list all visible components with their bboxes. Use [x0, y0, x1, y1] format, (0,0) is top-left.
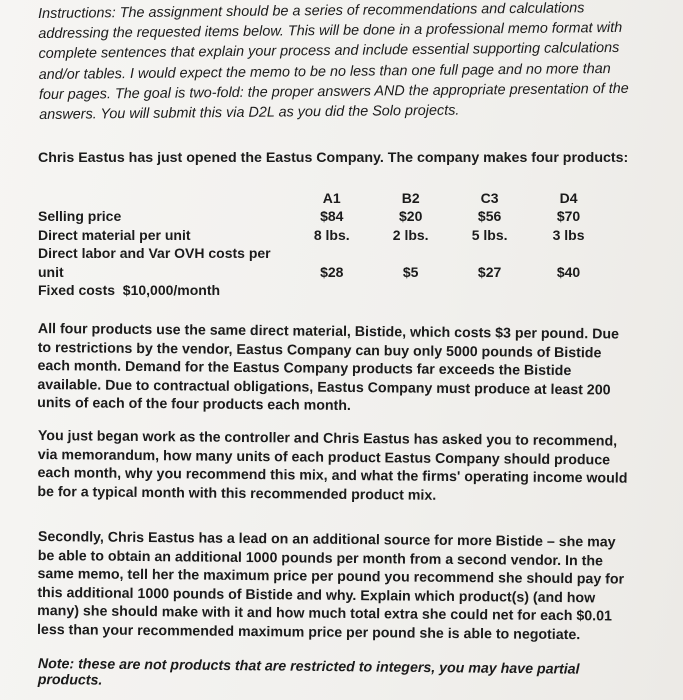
table-cell: $5: [402, 263, 419, 280]
table-cell: 3 lbs: [552, 226, 585, 243]
paragraph-text: price per pound you recommend she should pay for this additional 1000 pounds of Bistide and why. Explain which product(s) (and how many) she should make with it and how much total extra she could net for each $0.01 less than your recommended maximum price per pound she is able to negotiate.: [36, 568, 625, 643]
table-cell: $28: [320, 263, 344, 280]
direct-material-row: [38, 226, 608, 245]
table-cell: 8 lbs.: [313, 226, 350, 243]
table-cell: $40: [556, 263, 581, 280]
product-a1-header: A1: [322, 190, 341, 206]
table-cell: $70: [556, 208, 581, 224]
paragraph-text: Secondly, Chris Eastus has a lead on an additional source for more Bistide – she may be able to obtain an additional 1000 pounds per month from a second vendor. In the same memo, tell her the: [37, 528, 616, 584]
intro-text: Chris Eastus has just opened the Eastus Company. The company makes four products:: [38, 150, 629, 166]
instructions-text: Instructions: The assignment should be a series of recommendations and calculations addressing the requested items below. This will be done in a professional memo format with complete sentences that explain your process and include essential supporting calculations and/or tables. I would expect the memo to be no less than one full page and no more than four pages. The goal is two-fold: the proper answers AND the appropriate presentation of the answers. You will submit this via D2L as you did the Solo projects.: [38, 0, 629, 124]
selling-price-row: [38, 207, 608, 226]
fixed-costs-row: [38, 281, 608, 300]
product-b2-header: B2: [401, 190, 420, 206]
additional-source-paragraph: [37, 528, 635, 645]
table-cell: 5 lbs.: [471, 226, 508, 243]
product-c3-header: C3: [480, 190, 499, 206]
table-cell: 2 lbs.: [392, 226, 429, 243]
direct-labor-row: [38, 244, 608, 281]
row-label: Selling price: [38, 208, 122, 224]
product-d4-header: D4: [559, 190, 578, 206]
table-header-row: [38, 189, 608, 207]
table-cell: $27: [477, 263, 502, 280]
row-label: Fixed costs $10,000/month: [38, 282, 221, 299]
table-cell: $56: [477, 208, 502, 224]
controller-paragraph: You just began work as the controller and Chris Eastus has asked you to recommend, via memorandum, how many units of each product Eastus Company should produce each month, why you recommend this mix, and what the firms' operating income would be for a typical month with this recommended product mix.: [37, 427, 628, 504]
bistide-paragraph: All four products use the same direct material, Bistide, which costs $3 per pound. Due to restrictions by the vendor, Eastus Company can buy only 5000 pounds of Bistide each month. Demand for the Eastus Company products far exceeds the Bistide available. Due to contractual obligations, Eastus Company must produce at least 200 units of each of the four products each month.: [37, 320, 619, 415]
table-cell: $84: [320, 208, 344, 224]
products-table: [38, 189, 608, 300]
row-label: Direct labor and Var OVH costs per unit: [38, 245, 271, 280]
table-cell: $20: [399, 208, 423, 224]
row-label: Direct material per unit: [38, 226, 191, 243]
note-text: Note: these are not products that are restricted to integers, you may have partial products.: [37, 656, 580, 689]
emphasis-text: maximum: [203, 567, 270, 585]
